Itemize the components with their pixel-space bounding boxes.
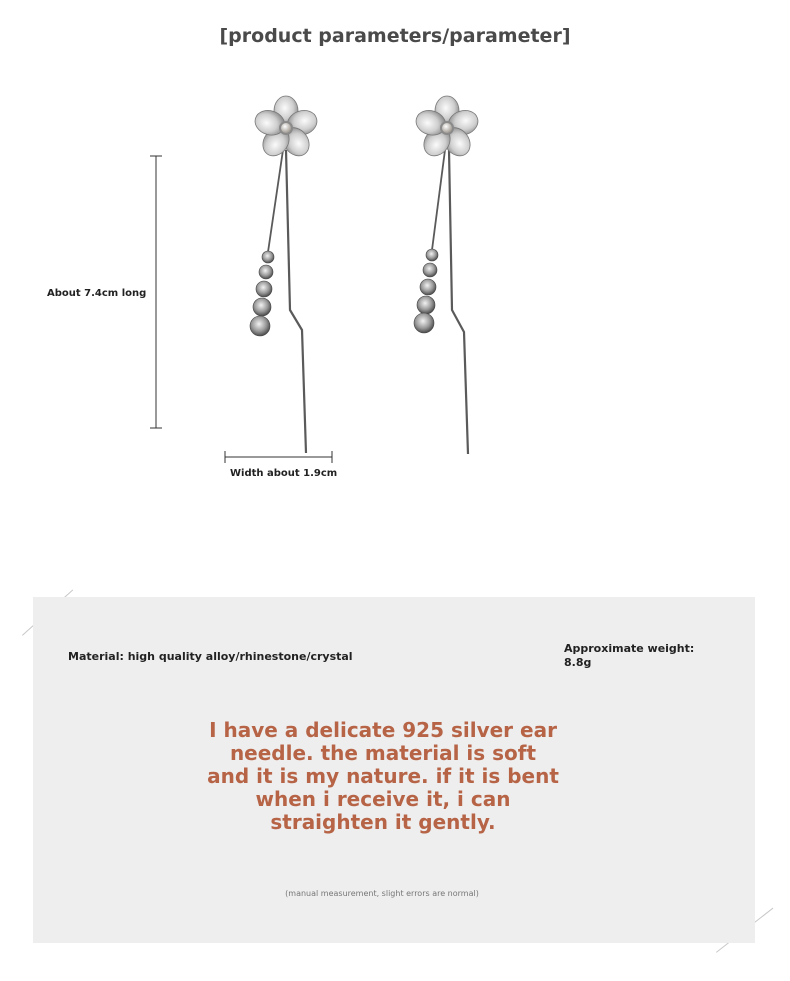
product-figure [0,70,790,490]
width-dimension-line [225,451,332,463]
page-title: [product parameters/parameter] [219,25,571,47]
measurement-footnote: (manual measurement, slight errors are normal) [285,889,479,898]
info-panel [33,597,755,943]
width-label: Width about 1.9cm [230,468,338,479]
length-dimension-line [150,156,162,428]
message-line: straighten it gently. [270,810,496,834]
weight-info [564,642,694,670]
message-line: when i receive it, i can [255,787,511,811]
weight-value: 8.8g [564,656,592,669]
message-line: and it is my nature. if it is bent [207,764,559,788]
weight-label: Approximate weight: [564,642,695,655]
material-text: Material: high quality alloy/rhinestone/crystal [68,650,353,663]
length-label: About 7.4cm long [47,288,147,299]
silver-needle-message [173,719,593,834]
right-earring [413,96,481,454]
left-earring [250,96,320,453]
earrings-image [0,70,790,490]
message-line: I have a delicate 925 silver ear [209,718,557,742]
message-line: needle. the material is soft [229,741,537,765]
